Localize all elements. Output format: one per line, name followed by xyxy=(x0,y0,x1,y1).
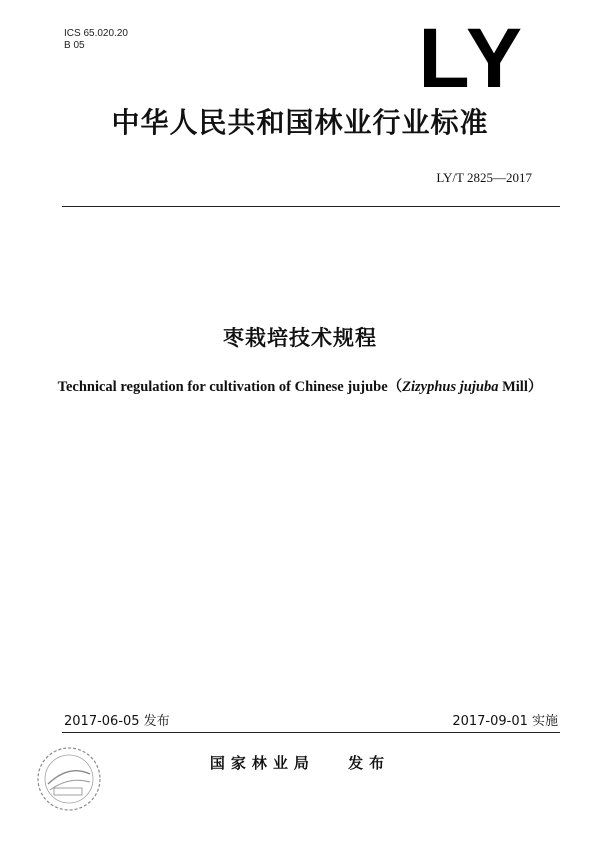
footer-divider xyxy=(62,732,560,733)
subtitle-prefix: Technical regulation for cultivation of Chinese jujube（ xyxy=(57,379,403,395)
subtitle-suffix: Mill） xyxy=(498,379,543,395)
standard-number: LY/T 2825—2017 xyxy=(436,170,532,185)
effective-date: 2017-09-01 实施 xyxy=(452,714,558,729)
standard-title: 中华人民共和国林业行业标准 xyxy=(111,106,489,139)
header-divider xyxy=(62,206,560,207)
subtitle-species: Zizyphus jujuba xyxy=(402,379,499,395)
document-subtitle xyxy=(0,375,600,396)
category-code: B 05 xyxy=(64,40,85,51)
document-title: 枣栽培技术规程 xyxy=(223,326,377,350)
classification-codes xyxy=(64,28,128,52)
publisher: 国家林业局 发布 xyxy=(209,754,391,772)
publish-date: 2017-06-05 发布 xyxy=(64,714,170,729)
ly-logo: LY xyxy=(418,11,526,105)
anti-counterfeit-stamp-icon xyxy=(34,744,104,814)
ics-code: ICS 65.020.20 xyxy=(64,28,128,39)
